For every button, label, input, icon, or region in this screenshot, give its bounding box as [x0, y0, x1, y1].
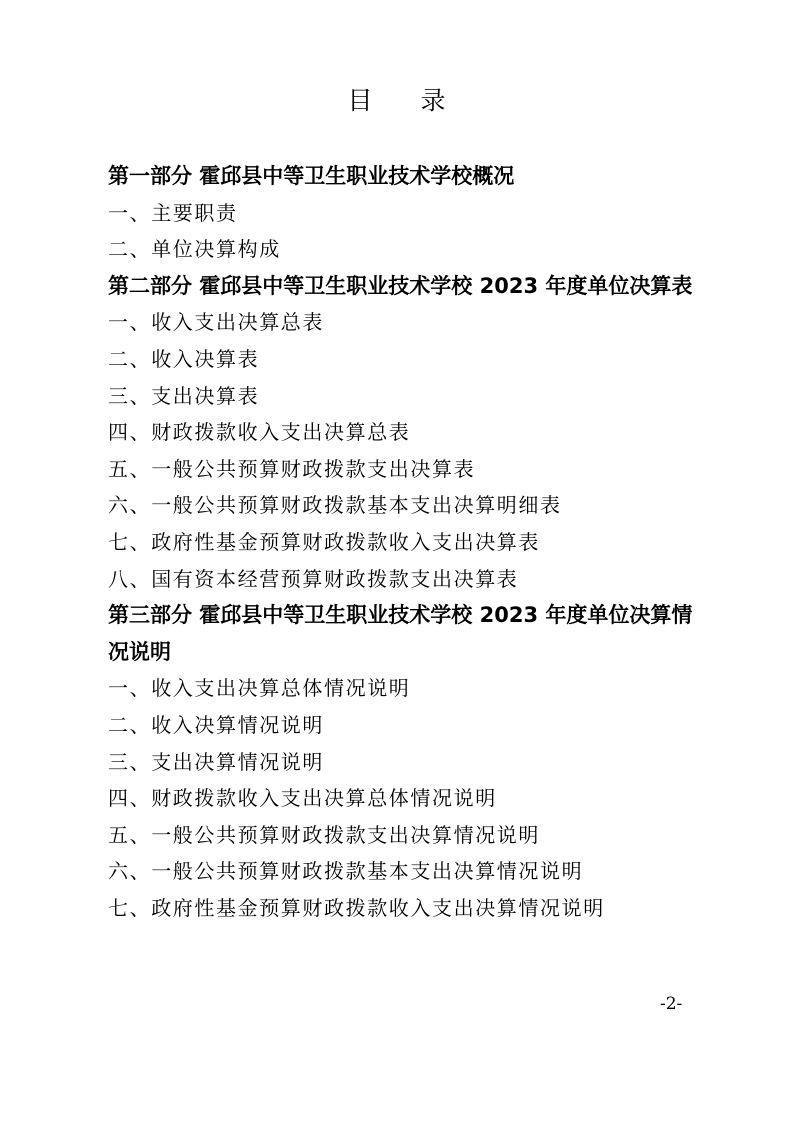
toc-item: 六、一般公共预算财政拨款基本支出决算情况说明 [108, 859, 584, 884]
toc-item: 七、政府性基金预算财政拨款收入支出决算情况说明 [108, 895, 605, 920]
toc-item: 五、一般公共预算财政拨款支出决算表 [108, 456, 476, 481]
toc-section-heading: 第一部分 霍邱县中等卫生职业技术学校概况 [108, 164, 515, 188]
toc-item: 一、收入支出决算总表 [108, 310, 324, 335]
toc-item: 三、支出决算表 [108, 383, 260, 408]
toc-item: 八、国有资本经营预算财政拨款支出决算表 [108, 566, 519, 591]
toc-item: 三、支出决算情况说明 [108, 749, 324, 774]
toc-item: 二、收入决算表 [108, 346, 260, 371]
toc-item: 二、收入决算情况说明 [108, 712, 324, 737]
toc-section-heading: 第二部分 霍邱县中等卫生职业技术学校 2023 年度单位决算表 [108, 273, 693, 298]
toc-section-heading: 第三部分 霍邱县中等卫生职业技术学校 2023 年度单位决算情况说明 [108, 603, 693, 664]
toc-item: 七、政府性基金预算财政拨款收入支出决算表 [108, 529, 540, 554]
toc-item: 一、主要职责 [108, 200, 238, 225]
toc-item: 一、收入支出决算总体情况说明 [108, 676, 411, 701]
toc-item: 六、一般公共预算财政拨款基本支出决算明细表 [108, 493, 562, 518]
toc-item: 四、财政拨款收入支出决算总体情况说明 [108, 786, 497, 811]
toc-item: 五、一般公共预算财政拨款支出决算情况说明 [108, 822, 540, 847]
toc-item: 四、财政拨款收入支出决算总表 [108, 420, 411, 445]
page-title: 目 录 [347, 86, 466, 115]
page-number: -2- [660, 994, 683, 1014]
toc-item: 二、单位决算构成 [108, 237, 281, 262]
table-of-contents [108, 158, 708, 926]
